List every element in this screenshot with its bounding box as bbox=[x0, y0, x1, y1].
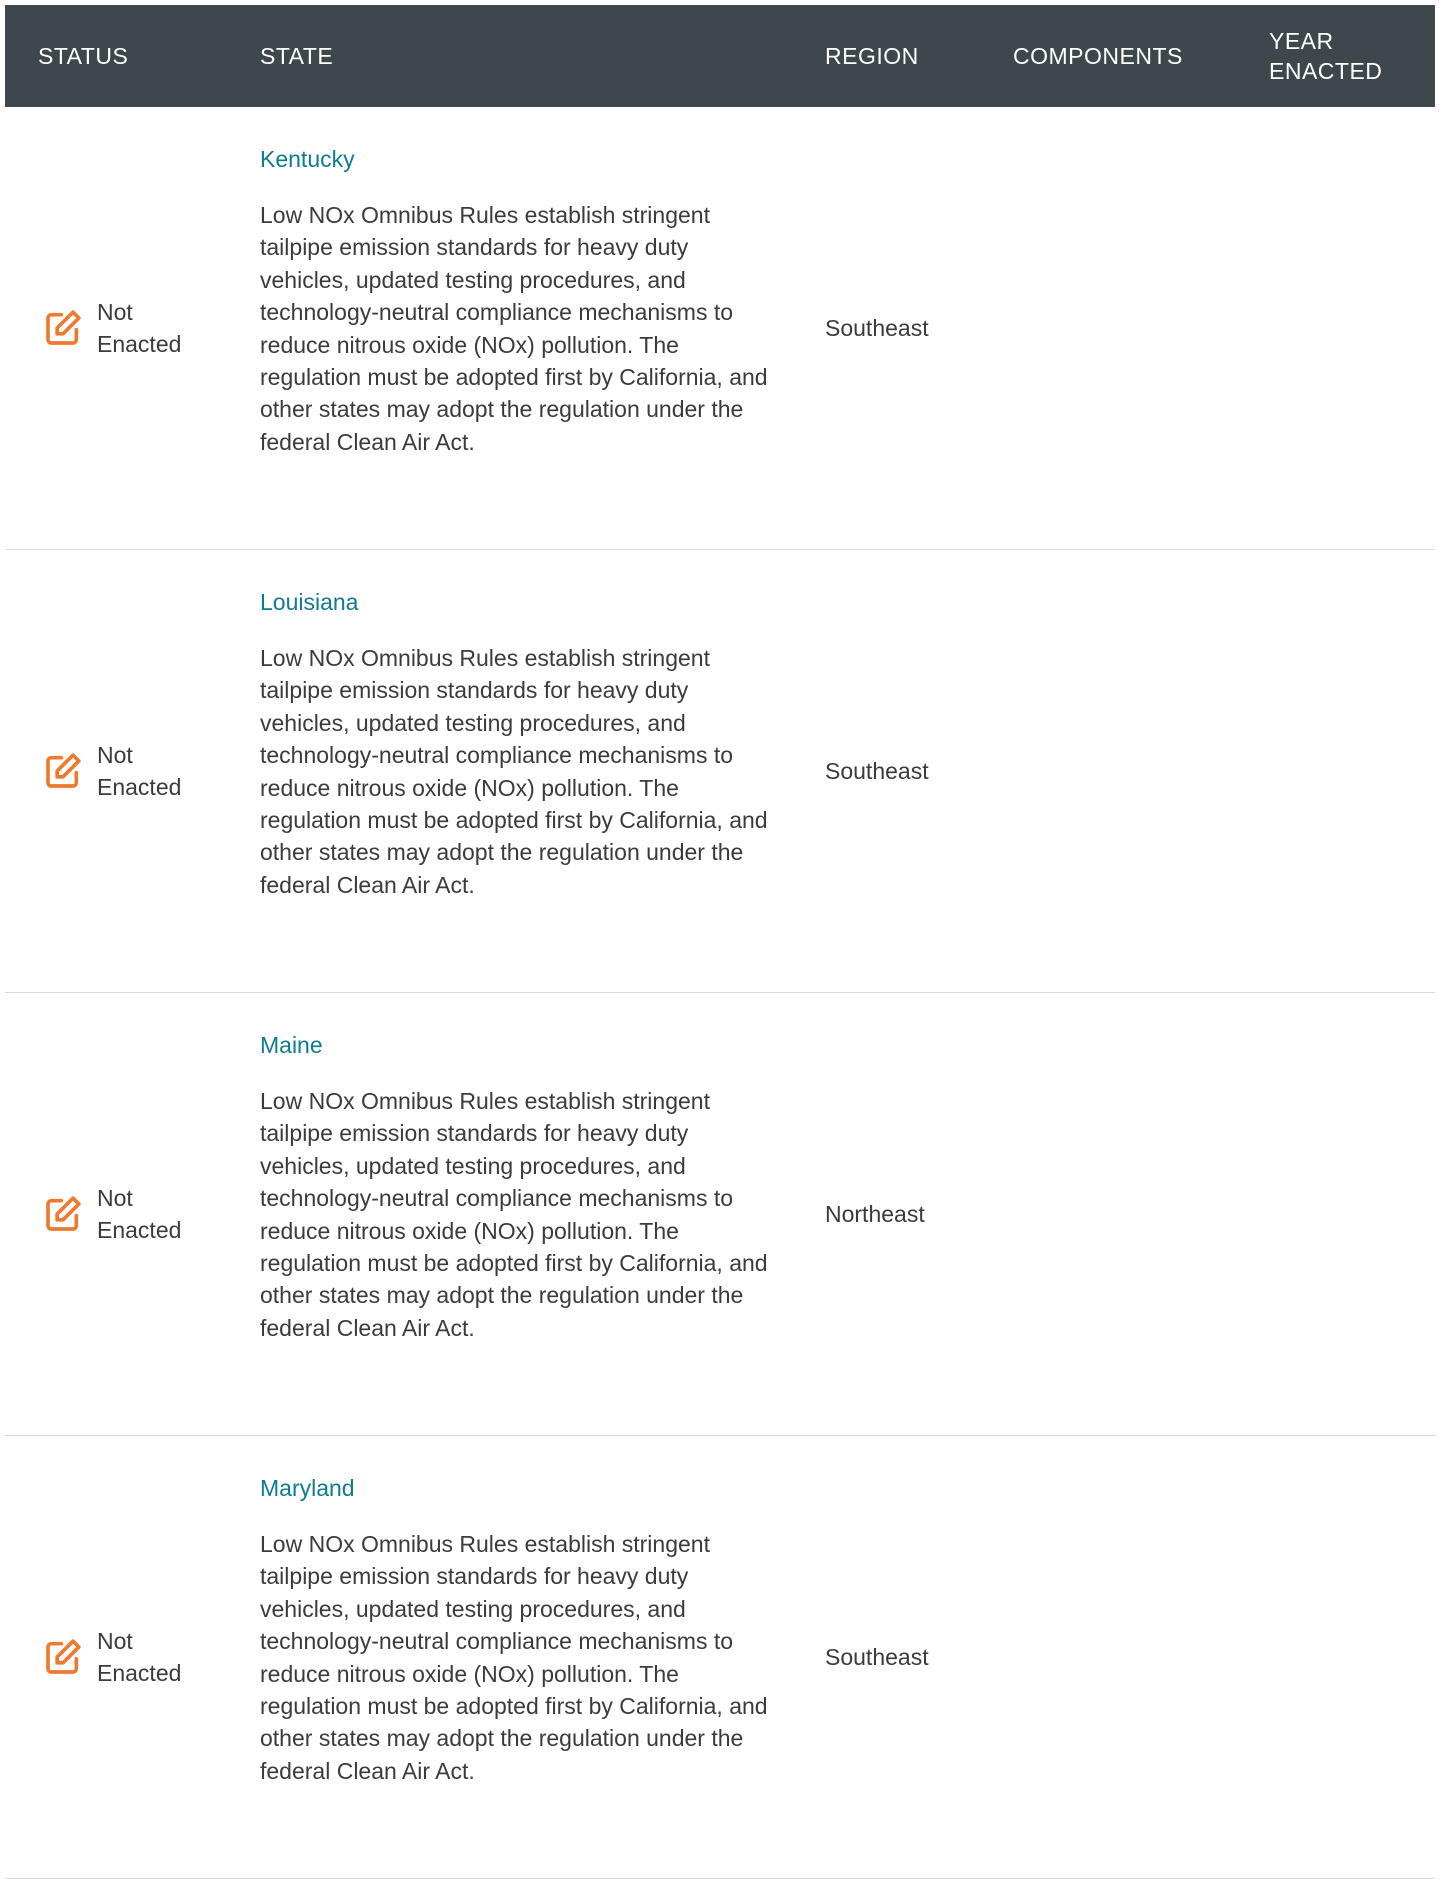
state-description: Low NOx Omnibus Rules establish stringent tailpipe emission standards for heavy duty vehicles, updated testing procedures, and technology-neutral compliance mechanisms to reduce nitrous oxide (NOx) pollution. The regulation must be adopted first by California, and other states may adopt the regulation under the federal Clean Air Act. bbox=[260, 1088, 768, 1341]
state-cell bbox=[260, 1029, 770, 1344]
edit-icon bbox=[43, 751, 83, 791]
state-link-maine[interactable]: Maine bbox=[260, 1032, 323, 1058]
state-description: Low NOx Omnibus Rules establish stringent tailpipe emission standards for heavy duty vehicles, updated testing procedures, and technology-neutral compliance mechanisms to reduce nitrous oxide (NOx) pollution. The regulation must be adopted first by California, and other states may adopt the regulation under the federal Clean Air Act. bbox=[260, 202, 768, 455]
column-header-region[interactable]: REGION bbox=[825, 42, 919, 69]
legislation-table bbox=[5, 5, 1435, 1879]
status-cell bbox=[43, 550, 207, 992]
status-label: Not Enacted bbox=[97, 1185, 182, 1243]
edit-icon bbox=[43, 308, 83, 348]
table-row bbox=[5, 1436, 1435, 1879]
column-header-status[interactable]: STATUS bbox=[38, 42, 129, 69]
status-label: Not Enacted bbox=[97, 742, 182, 800]
state-cell bbox=[260, 586, 770, 901]
region-cell: Northeast bbox=[825, 1200, 925, 1227]
state-link-maryland[interactable]: Maryland bbox=[260, 1475, 355, 1501]
region-cell: Southeast bbox=[825, 314, 929, 341]
table-row bbox=[5, 107, 1435, 550]
edit-icon bbox=[43, 1637, 83, 1677]
region-cell: Southeast bbox=[825, 1643, 929, 1670]
column-header-components[interactable]: COMPONENTS bbox=[1013, 42, 1183, 69]
state-link-louisiana[interactable]: Louisiana bbox=[260, 589, 359, 615]
state-cell bbox=[260, 1472, 770, 1787]
status-cell bbox=[43, 1436, 207, 1878]
status-cell bbox=[43, 107, 207, 549]
column-header-state[interactable]: STATE bbox=[260, 42, 334, 69]
state-link-kentucky[interactable]: Kentucky bbox=[260, 146, 355, 172]
status-cell bbox=[43, 993, 207, 1435]
edit-icon bbox=[43, 1194, 83, 1234]
table-body bbox=[5, 107, 1435, 1879]
table-row bbox=[5, 993, 1435, 1436]
status-label: Not Enacted bbox=[97, 1628, 182, 1686]
table-row bbox=[5, 550, 1435, 993]
state-cell bbox=[260, 143, 770, 458]
state-description: Low NOx Omnibus Rules establish stringent tailpipe emission standards for heavy duty vehicles, updated testing procedures, and technology-neutral compliance mechanisms to reduce nitrous oxide (NOx) pollution. The regulation must be adopted first by California, and other states may adopt the regulation under the federal Clean Air Act. bbox=[260, 645, 768, 898]
status-label: Not Enacted bbox=[97, 299, 182, 357]
state-description: Low NOx Omnibus Rules establish stringent tailpipe emission standards for heavy duty vehicles, updated testing procedures, and technology-neutral compliance mechanisms to reduce nitrous oxide (NOx) pollution. The regulation must be adopted first by California, and other states may adopt the regulation under the federal Clean Air Act. bbox=[260, 1531, 768, 1784]
region-cell: Southeast bbox=[825, 757, 929, 784]
column-header-year-enacted[interactable]: YEAR ENACTED bbox=[1269, 28, 1383, 84]
table-header bbox=[5, 5, 1435, 107]
